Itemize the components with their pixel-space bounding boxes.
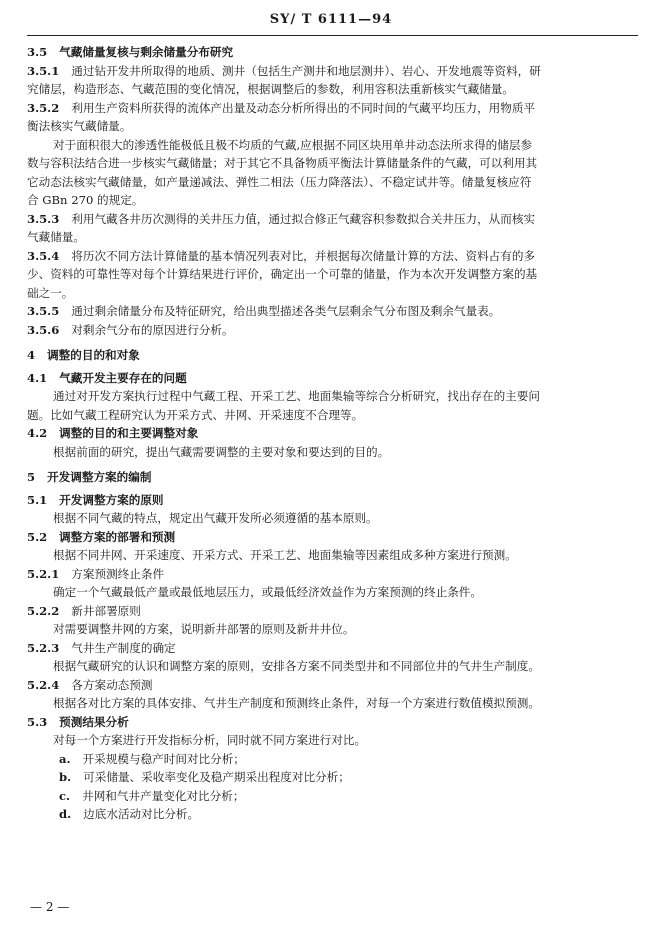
paragraph-line: [27, 302, 638, 321]
paragraph-line: [27, 210, 638, 229]
clause-number: 3.5.5: [27, 304, 60, 318]
subsection-number: 5.2.2: [27, 603, 60, 618]
subsection-heading: [27, 602, 638, 621]
paragraph-line: 它动态法核实气藏储量，如产量递减法、弹性二相法（压力降落法）、不稳定试井等。储量复核应符: [27, 174, 532, 189]
section-title: 调整的目的和主要调整对象: [59, 426, 199, 440]
section-number: 4.2: [27, 426, 48, 440]
section-title: 气藏开发主要存在的问题: [59, 370, 187, 385]
list-item: [27, 805, 638, 824]
list-marker: d.: [59, 807, 72, 821]
clause-number: 3.5.3: [27, 211, 60, 226]
paragraph-line: 根据不同井网、开采速度、开采方式、开采工艺、地面集输等因素组成多种方案进行预测。: [53, 548, 517, 562]
clause-text: 通过剩余储量分布及特征研究，给出典型描述各类气层剩余气分布图及剩余气量表。: [71, 304, 501, 318]
section-number: 5.1: [27, 492, 48, 507]
paragraph-line: [27, 247, 638, 266]
spacer: [27, 461, 638, 468]
paragraph-line: 题。比如气藏工程研究认为开采方式、井网、开采速度不合理等。: [27, 407, 364, 422]
subsection-heading: [27, 565, 638, 584]
paragraph-line: [27, 321, 638, 340]
section-title: 调整方案的部署和预测: [59, 529, 176, 544]
chapter-title: 调整的目的和对象: [47, 348, 140, 362]
standard-code-header: SY/ T 6111—94: [269, 12, 393, 27]
subsection-title: 各方案动态预测: [71, 677, 153, 692]
chapter-number: 5: [27, 470, 36, 484]
list-item: [27, 787, 638, 806]
subsection-number: 5.2.1: [27, 566, 60, 581]
paragraph-line: 通过对开发方案执行过程中气藏工程、开采工艺、地面集输等综合分析研究，找出存在的主要问: [53, 389, 540, 403]
header-rule: [27, 35, 638, 36]
paragraph-line: 合 GBn 270 的规定。: [27, 193, 144, 207]
section-heading: [27, 491, 638, 510]
clause-text: 将历次不同方法计算储量的基本情况列表对比，并根据每次储量计算的方法、资料占有的多: [71, 248, 536, 263]
clause-text: 对剩余气分布的原因进行分析。: [71, 322, 234, 337]
subsection-title: 新井部署原则: [71, 603, 141, 618]
paragraph-line: 对每一个方案进行开发指标分析，同时就不同方案进行对比。: [53, 733, 367, 747]
list-item-text: 井网和气井产量变化对比分析；: [82, 788, 245, 803]
chapter-heading: [27, 468, 638, 487]
list-marker: a.: [59, 751, 71, 766]
list-item-text: 边底水活动对比分析。: [83, 807, 200, 821]
clause-number: 3.5.6: [27, 322, 60, 337]
list-item-text: 可采储量、采收率变化及稳产期采出程度对比分析；: [83, 770, 350, 784]
list-marker: b.: [59, 770, 72, 784]
clause-number: 3.5.2: [27, 100, 60, 115]
section-heading: [27, 43, 638, 62]
chapter-heading: [27, 346, 638, 365]
paragraph-line: 究储层，构造形态、气藏范围的变化情况，根据调整后的参数，利用容积法重新核实气藏储量。: [27, 82, 514, 96]
subsection-number: 5.2.4: [27, 677, 60, 692]
section-number: 3.5: [27, 45, 48, 59]
subsection-title: 气井生产制度的确定: [71, 640, 176, 655]
clause-text: 利用气藏各井历次测得的关井压力值，通过拟合修正气藏容积参数拟合关井压力，从而核实: [71, 211, 536, 226]
paragraph-line: 对需要调整井网的方案，说明新井部署的原则及新井井位。: [53, 622, 355, 636]
list-item-text: 开采规模与稳产时间对比分析；: [82, 751, 245, 766]
paragraph-line: 根据各对比方案的具体安排、气井生产制度和预测终止条件，对每一个方案进行数值模拟预测。: [53, 696, 540, 710]
paragraph-line: 对于面积很大的渗透性能极低且极不均质的气藏,应根据不同区块用单井动态法所求得的储层参: [53, 137, 533, 152]
document-body: [27, 43, 638, 824]
clause-number: 3.5.1: [27, 63, 60, 78]
paragraph-line: 衡法核实气藏储量。: [27, 119, 132, 133]
section-number: 5.3: [27, 714, 48, 729]
paragraph-line: 根据前面的研究，提出气藏需要调整的主要对象和要达到的目的。: [53, 444, 390, 459]
paragraph-line: [27, 99, 638, 118]
section-title: 气藏储量复核与剩余储量分布研究: [59, 45, 234, 59]
chapter-number: 4: [27, 348, 36, 362]
paragraph-line: [27, 62, 638, 81]
clause-text: 通过钻开发井所取得的地质、测井（包括生产测井和地层测井）、岩心、开发地震等资料，研: [71, 63, 541, 78]
clause-text: 利用生产资料所获得的流体产出量及动态分析所得出的不同时间的气藏平均压力，用物质平: [71, 100, 536, 115]
section-number: 4.1: [27, 370, 48, 385]
subsection-heading: [27, 639, 638, 658]
paragraph-line: 数与容积法结合进一步核实气藏储量；对于其它不具备物质平衡法计算储量条件的气藏，可以利用其: [27, 156, 538, 170]
paragraph-line: 气藏储量。: [27, 230, 85, 244]
paragraph-line: 根据不同气藏的特点，规定出气藏开发所必须遵循的基本原则。: [53, 511, 378, 525]
subsection-heading: [27, 676, 638, 695]
section-heading: [27, 713, 638, 732]
section-title: 预测结果分析: [59, 714, 129, 729]
section-title: 开发调整方案的原则: [59, 492, 164, 507]
subsection-number: 5.2.3: [27, 640, 60, 655]
list-marker: c.: [59, 788, 71, 803]
paragraph-line: 少、资料的可靠性等对每个计算结果进行评价，确定出一个可靠的储量，作为本次开发调整方案的基: [27, 267, 538, 281]
clause-number: 3.5.4: [27, 248, 60, 263]
paragraph-line: 确定一个气藏最低产量或最低地层压力，或最低经济效益作为方案预测的终止条件。: [53, 585, 482, 599]
section-heading: [27, 424, 638, 443]
page-number: — 2 —: [30, 900, 70, 914]
subsection-title: 方案预测终止条件: [71, 566, 165, 581]
chapter-title: 开发调整方案的编制: [47, 470, 152, 484]
list-item: [27, 768, 638, 787]
paragraph-line: 根据气藏研究的认识和调整方案的原则，安排各方案不同类型井和不同部位井的气井生产制度。: [53, 659, 540, 673]
section-heading: [27, 369, 638, 388]
section-heading: [27, 528, 638, 547]
spacer: [27, 339, 638, 346]
paragraph-line: 础之一。: [27, 285, 74, 300]
section-number: 5.2: [27, 529, 48, 544]
list-item: [27, 750, 638, 769]
